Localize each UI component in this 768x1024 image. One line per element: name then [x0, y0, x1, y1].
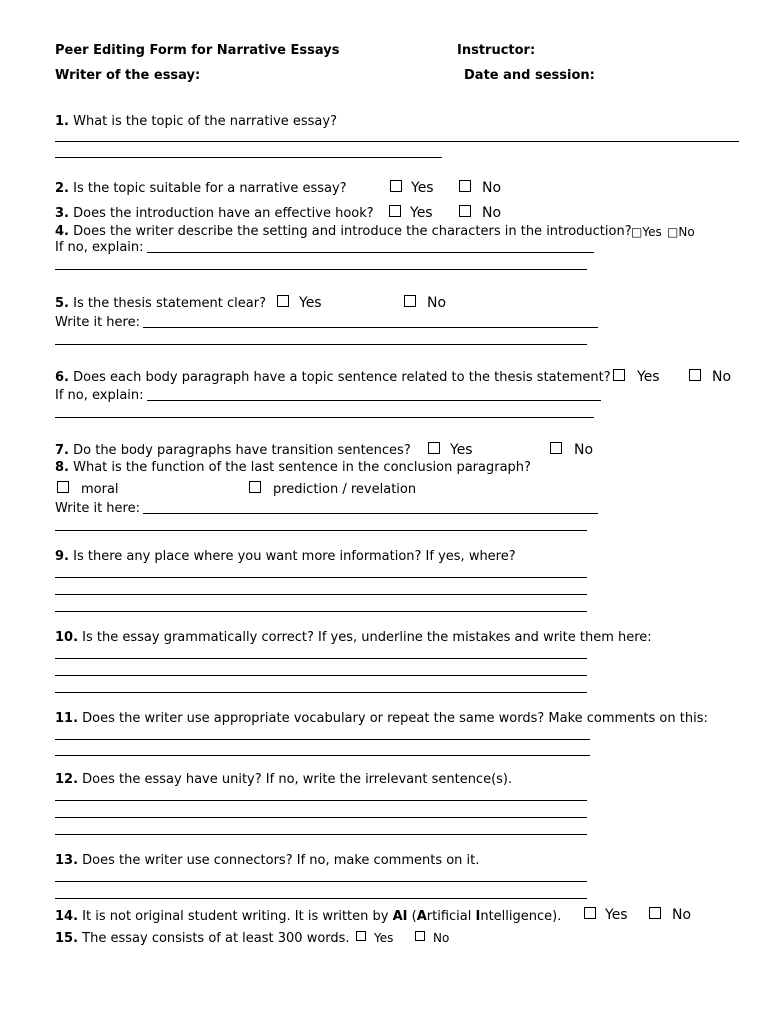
question-15: 15. The essay consists of at least 300 words.: [55, 931, 350, 946]
question-1: 1. What is the topic of the narrative essay?: [55, 114, 337, 129]
q4-explain-label: If no, explain:: [55, 240, 144, 255]
answer-line[interactable]: [55, 417, 594, 418]
question-4: 4. Does the writer describe the setting and introduce the characters in the introduction?: [55, 224, 632, 239]
answer-line[interactable]: [55, 675, 587, 676]
q6-no-label: No: [712, 369, 732, 385]
instructor-label: Instructor:: [457, 43, 536, 58]
question-2: 2. Is the topic suitable for a narrative essay?: [55, 181, 347, 196]
question-8: 8. What is the function of the last sentence in the conclusion paragraph?: [55, 460, 531, 475]
q8-moral-label: moral: [81, 482, 119, 497]
answer-line[interactable]: [147, 400, 601, 401]
q6-explain-label: If no, explain:: [55, 388, 144, 403]
writer-label: Writer of the essay:: [55, 68, 201, 83]
q5-write-label: Write it here:: [55, 315, 140, 330]
q7-yes-label: Yes: [450, 442, 473, 458]
answer-line[interactable]: [55, 817, 587, 818]
answer-line[interactable]: [147, 252, 594, 253]
q14-no-checkbox[interactable]: [649, 907, 661, 919]
q7-yes-checkbox[interactable]: [428, 442, 440, 454]
question-3: 3. Does the introduction have an effective hook?: [55, 206, 374, 221]
answer-line[interactable]: [55, 800, 587, 801]
answer-line[interactable]: [55, 577, 587, 578]
question-10: 10. Is the essay grammatically correct? If yes, underline the mistakes and write them here:: [55, 630, 652, 645]
answer-line[interactable]: [55, 269, 587, 270]
answer-line[interactable]: [55, 898, 587, 899]
q3-no-checkbox[interactable]: [459, 205, 471, 217]
answer-line[interactable]: [55, 344, 587, 345]
answer-line[interactable]: [55, 594, 587, 595]
q6-yes-label: Yes: [637, 369, 660, 385]
q15-no-label: No: [433, 931, 450, 945]
q7-no-checkbox[interactable]: [550, 442, 562, 454]
q5-no-checkbox[interactable]: [404, 295, 416, 307]
answer-line[interactable]: [55, 834, 587, 835]
q14-yes-label: Yes: [605, 907, 628, 923]
answer-line[interactable]: [55, 881, 587, 882]
answer-line[interactable]: [55, 658, 587, 659]
q14-yes-checkbox[interactable]: [584, 907, 596, 919]
answer-line[interactable]: [55, 157, 442, 158]
q5-yes-label: Yes: [299, 295, 322, 311]
q3-yes-label: Yes: [410, 205, 433, 221]
question-6: 6. Does each body paragraph have a topic sentence related to the thesis statement?: [55, 370, 611, 385]
q2-no-label: No: [482, 180, 502, 196]
q7-no-label: No: [574, 442, 594, 458]
question-13: 13. Does the writer use connectors? If no, make comments on it.: [55, 853, 480, 868]
question-5: 5. Is the thesis statement clear?: [55, 296, 266, 311]
question-9: 9. Is there any place where you want more information? If yes, where?: [55, 549, 516, 564]
answer-line[interactable]: [143, 327, 598, 328]
q2-yes-label: Yes: [411, 180, 434, 196]
answer-line[interactable]: [55, 739, 590, 740]
q8-write-label: Write it here:: [55, 501, 140, 516]
date-label: Date and session:: [464, 68, 595, 83]
q4-yes-option[interactable]: □Yes: [631, 225, 662, 239]
q8-prediction-checkbox[interactable]: [249, 481, 261, 493]
q2-yes-checkbox[interactable]: [390, 180, 402, 192]
q5-no-label: No: [427, 295, 447, 311]
q15-no-checkbox[interactable]: [415, 931, 425, 941]
answer-line[interactable]: [55, 755, 590, 756]
question-14: 14. It is not original student writing. It is written by AI (Artificial Intelligence).: [55, 909, 562, 924]
q6-yes-checkbox[interactable]: [613, 369, 625, 381]
answer-line[interactable]: [55, 611, 587, 612]
q6-no-checkbox[interactable]: [689, 369, 701, 381]
q14-no-label: No: [672, 907, 692, 923]
question-12: 12. Does the essay have unity? If no, write the irrelevant sentence(s).: [55, 772, 513, 787]
answer-line[interactable]: [55, 141, 739, 142]
q8-moral-checkbox[interactable]: [57, 481, 69, 493]
q8-prediction-label: prediction / revelation: [273, 482, 417, 497]
q3-no-label: No: [482, 205, 502, 221]
q4-no-option[interactable]: □No: [667, 225, 695, 239]
q2-no-checkbox[interactable]: [459, 180, 471, 192]
q3-yes-checkbox[interactable]: [389, 205, 401, 217]
question-11: 11. Does the writer use appropriate vocabulary or repeat the same words? Make comments on this:: [55, 711, 708, 726]
q15-yes-checkbox[interactable]: [356, 931, 366, 941]
answer-line[interactable]: [55, 530, 587, 531]
answer-line[interactable]: [143, 513, 598, 514]
answer-line[interactable]: [55, 692, 587, 693]
q5-yes-checkbox[interactable]: [277, 295, 289, 307]
question-7: 7. Do the body paragraphs have transition sentences?: [55, 443, 411, 458]
form-title: Peer Editing Form for Narrative Essays: [55, 43, 340, 58]
q15-yes-label: Yes: [374, 931, 394, 945]
